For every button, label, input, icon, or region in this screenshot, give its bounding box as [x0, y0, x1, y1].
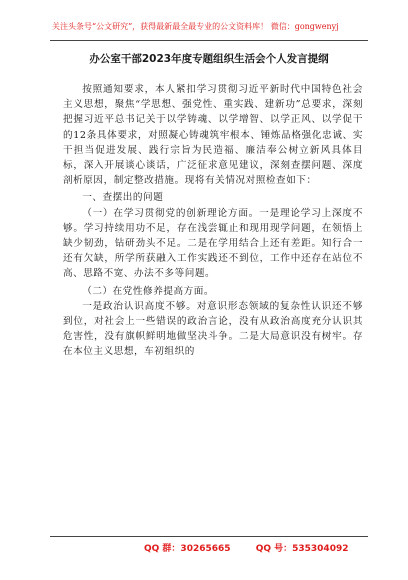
footer-divider	[50, 536, 368, 537]
footer-contact	[52, 541, 370, 554]
section-heading: 一、查摆出的问题	[82, 192, 164, 204]
qq-number-text: QQ 号：535304092	[255, 544, 349, 554]
header-divider	[50, 40, 368, 41]
header-promo-text: 关注头条号“公文研究”，获得最新最全最专业的公文资料库！ 微信：gongwenyj	[52, 22, 339, 31]
document-body	[63, 82, 363, 360]
document-title: 办公室干部2023年度专题组织生活会个人发言提纲	[89, 53, 329, 65]
subsection-paragraph-2: 一是政治认识高度不够。对意识形态领域的复杂性认识还不够到位，对社会上一些错误的政治言论，没有从政治高度充分认识其危害性，没有旗帜鲜明地做坚决斗争。二是大局意识没有树牢。存在本位主义思想，车初组织的	[63, 300, 363, 358]
subsection-heading-2: （二）在党性修养提高方面。	[82, 285, 215, 297]
intro-paragraph: 按照通知要求，本人紧扣学习贯彻习近平新时代中国特色社会主义思想，聚焦“学思想、强党性、重实践、建新功”总要求，深刻把握习近平总书记关于以学铸魂、以学增智、以学正风、以学促干的12条具体要求，对照凝心铸魂筑牢根本、锤炼品格强化忠诚、实干担当促进发展、践行宗旨为民造福、廉洁奉公树立新风具体目标，深入开展谈心谈话，广泛征求意见建议，深刻查摆问题、深度剖析原因，制定整改措施。现将有关情况对照检查如下：	[63, 84, 363, 187]
subsection-paragraph-1: （一）在学习贯彻党的创新理论方面。一是理论学习上深度不够。学习持续用功不足，存在浅尝辄止和现用现学问题，在领悟上缺少韧劲，钻研劲头不足。二是在学用结合上还有差距。知行合一还有欠缺，所学所获融入工作实践还不到位，工作中还存在站位不高、思路不宽、办法不多等问题。	[63, 207, 363, 280]
qq-group-text: QQ 群：30265665	[144, 544, 231, 554]
